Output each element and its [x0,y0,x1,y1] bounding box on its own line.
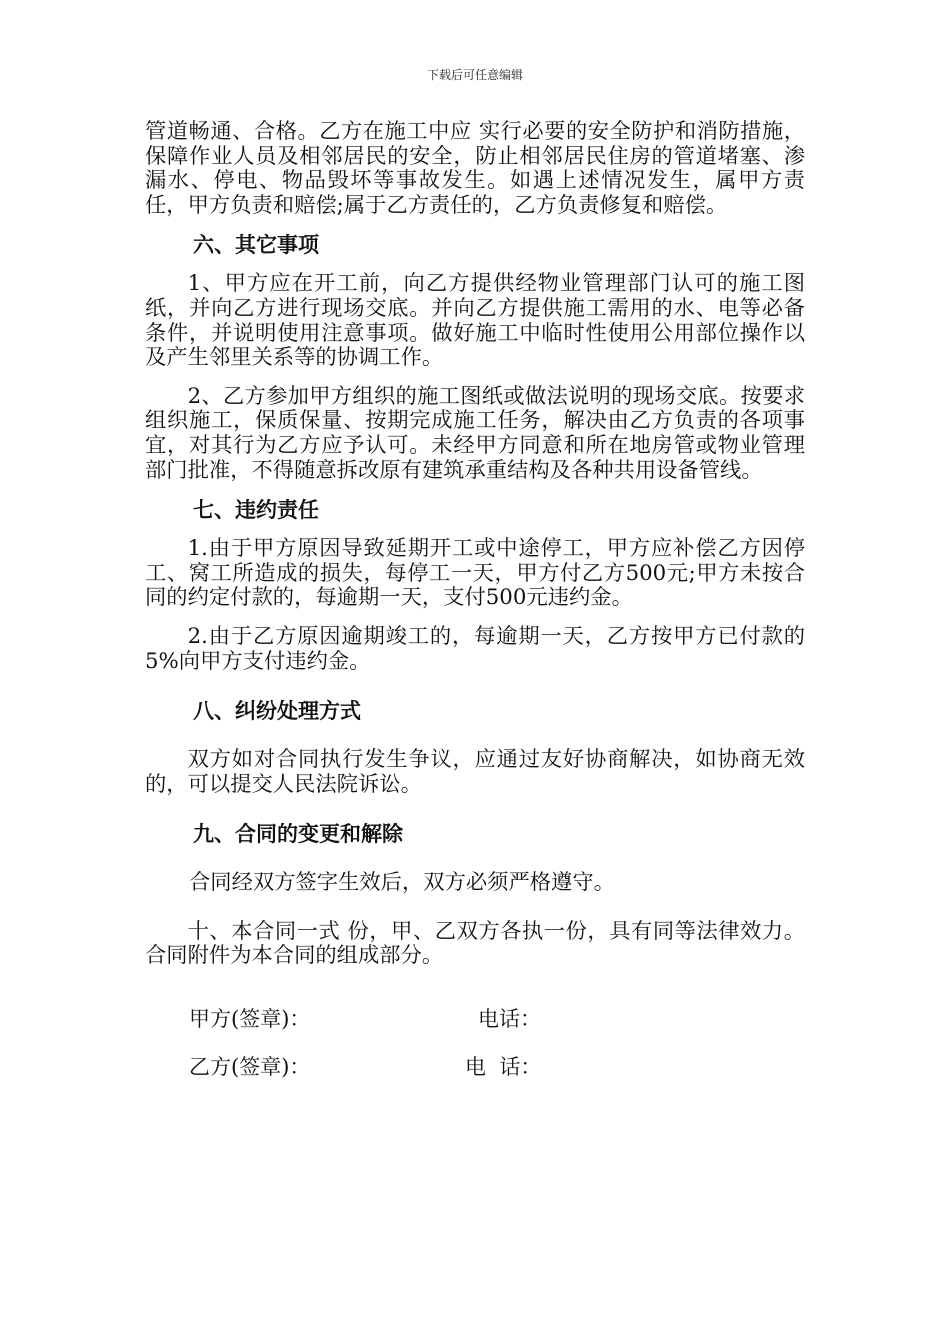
section-7-paragraph-2: 2.由于乙方原因逾期竣工的，每逾期一天，乙方按甲方已付款的5%向甲方支付违约金。 [145,623,805,674]
section-10-paragraph-1: 十、本合同一式 份，甲、乙双方各执一份，具有同等法律效力。合同附件为本合同的组成部分。 [145,918,805,969]
section-6-paragraph-2: 2、乙方参加甲方组织的施工图纸或做法说明的现场交底。按要求组织施工，保质保量、按期完成施工任务，解决由乙方负责的各项事宜，对其行为乙方应予认可。未经甲方同意和所在地房管或物业管理部门批准，不得随意拆改原有建筑承重结构及各种共用设备管线。 [145,383,805,483]
party-b-signature-label: 乙方(签章)： [189,1055,311,1080]
party-a-signature-label: 甲方(签章)： [189,1007,311,1032]
section-9-paragraph-1: 合同经双方签字生效后，双方必须严格遵守。 [189,870,615,896]
section-7-paragraph-1: 1.由于甲方原因导致延期开工或中途停工，甲方应补偿乙方因停工、窝工所造成的损失，每停工一天，甲方付乙方500元;甲方未按合同的约定付款的，每逾期一天，支付500元违约金。 [145,536,805,611]
section-6-heading: 六、其它事项 [193,233,319,258]
section-6-paragraph-1: 1、甲方应在开工前，向乙方提供经物业管理部门认可的施工图纸，并向乙方进行现场交底。并向乙方提供施工需用的水、电等必备条件，并说明使用注意事项。做好施工中临时性使用公用部位操作以及产生邻里关系等的协调工作。 [145,271,805,371]
page-header: 下载后可任意编辑 [426,68,523,82]
signature-row-party-a [145,1003,805,1032]
signature-row-party-b [145,1051,805,1080]
section-7-heading: 七、违约责任 [193,498,319,523]
section-9-heading: 九、合同的变更和解除 [193,822,403,847]
party-a-phone-label: 电话： [478,1007,541,1032]
section-8-paragraph-1: 双方如对合同执行发生争议，应通过友好协商解决，如协商无效的，可以提交人民法院诉讼。 [145,747,805,797]
party-b-phone-label: 电 话： [465,1055,542,1080]
section-8-heading: 八、纠纷处理方式 [193,699,361,724]
paragraph-intro: 管道畅通、合格。乙方在施工中应 实行必要的安全防护和消防措施，保障作业人员及相邻居民的安全，防止相邻居民住房的管道堵塞、渗漏水、停电、物品毁坏等事故发生。如遇上述情况发生，属甲方责任，甲方负责和赔偿;属于乙方责任的，乙方负责修复和赔偿。 [145,119,805,218]
document-body [145,119,805,1080]
